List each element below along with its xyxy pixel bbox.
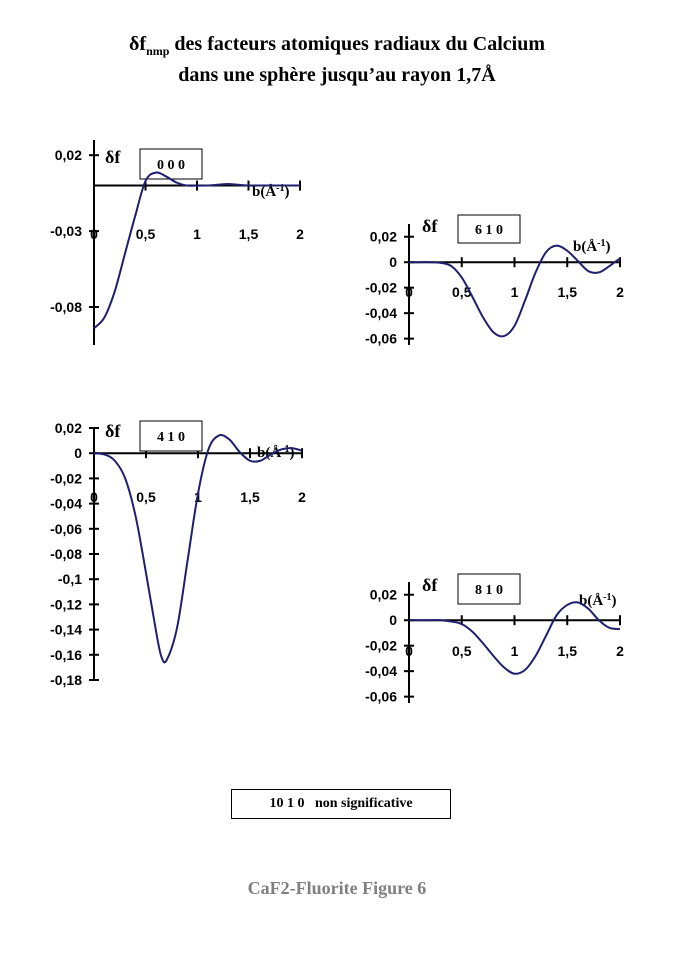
x-tick-label: 1 <box>194 489 202 505</box>
title-line1-text: des facteurs atomiques radiaux du Calcium <box>169 33 545 55</box>
series-line <box>409 602 620 674</box>
x-tick-label: 0,5 <box>452 284 472 300</box>
y-tick-label: -0,08 <box>50 546 82 562</box>
y-tick-label: -0,06 <box>50 520 82 537</box>
y-tick-label: 0,02 <box>54 420 82 436</box>
y-tick-label: -0,06 <box>365 330 397 347</box>
x-tick-label: 0 <box>405 284 413 300</box>
y-tick-label: 0,02 <box>369 228 397 245</box>
x-tick-label: 1,5 <box>557 284 577 300</box>
x-tick-label: 2 <box>616 643 624 659</box>
y-tick-label: -0,02 <box>365 279 397 296</box>
title-subscript: nmp <box>146 44 170 58</box>
x-tick-label: 1 <box>193 226 201 242</box>
chart-410 <box>50 420 306 688</box>
y-tick-label: 0 <box>389 254 397 271</box>
y-tick-label: -0,12 <box>50 596 82 613</box>
y-tick-label: -0,06 <box>365 688 397 705</box>
title-line-2: dans une sphère jusqu’au rayon 1,7Å <box>178 64 496 86</box>
series-box-label: 8 1 0 <box>475 583 503 598</box>
y-tick-label: 0 <box>74 445 82 462</box>
y-tick-label: 0 <box>389 612 397 629</box>
y-axis-label: δf <box>105 147 121 167</box>
x-tick-label: 2 <box>296 226 304 242</box>
chart-610 <box>365 215 624 347</box>
y-tick-label: -0,02 <box>365 637 397 654</box>
y-tick-label: -0,02 <box>50 470 82 487</box>
x-tick-label: 1,5 <box>557 643 577 659</box>
x-tick-label: 1 <box>510 643 519 659</box>
x-tick-label: 0,5 <box>136 489 156 505</box>
y-axis-label: δf <box>422 216 438 236</box>
non-significant-note: 10 1 0 non significative <box>231 789 451 819</box>
y-axis-label: δf <box>422 575 438 595</box>
series-box-label: 0 0 0 <box>157 158 185 173</box>
x-axis-label: $b(Å^{-1})$ <box>573 238 611 255</box>
y-tick-label: -0,04 <box>365 305 397 322</box>
y-tick-label: -0,1 <box>57 571 82 588</box>
x-tick-label: 0,5 <box>135 226 156 242</box>
x-tick-label: 0,5 <box>452 643 472 659</box>
x-axis-label: $b(Å^{-1})$ <box>257 444 295 461</box>
y-tick-label: -0,04 <box>50 495 82 512</box>
series-line <box>94 435 302 662</box>
y-tick-label: -0,18 <box>50 672 82 688</box>
title-symbol: δf <box>129 33 147 55</box>
y-axis-label: δf <box>105 421 121 441</box>
x-tick-label: 1 <box>510 284 519 300</box>
x-tick-label: 1,5 <box>240 489 260 505</box>
x-tick-label: 1,5 <box>238 226 259 242</box>
x-tick-label: 0 <box>90 226 98 242</box>
x-tick-label: 2 <box>616 284 624 300</box>
x-tick-label: 0 <box>90 489 98 505</box>
y-tick-label: 0,02 <box>369 586 397 603</box>
x-axis-label: $b(Å^{-1})$ <box>252 183 290 200</box>
x-axis-label: $b(Å^{-1})$ <box>579 592 617 609</box>
series-box-label: 6 1 0 <box>475 223 503 238</box>
chart-000 <box>50 140 304 345</box>
x-tick-label: 0 <box>405 643 413 659</box>
figure-footer: CaF2-Fluorite Figure 6 <box>247 878 427 898</box>
chart-810 <box>365 574 624 705</box>
series-box-label: 4 1 0 <box>157 430 185 445</box>
y-tick-label: -0,04 <box>365 663 397 680</box>
y-tick-label: -0,03 <box>50 223 82 240</box>
x-tick-label: 2 <box>298 489 306 505</box>
y-tick-label: -0,16 <box>50 646 82 663</box>
y-tick-label: 0,02 <box>54 147 82 164</box>
y-tick-label: -0,08 <box>50 299 82 316</box>
y-tick-label: -0,14 <box>50 621 82 638</box>
